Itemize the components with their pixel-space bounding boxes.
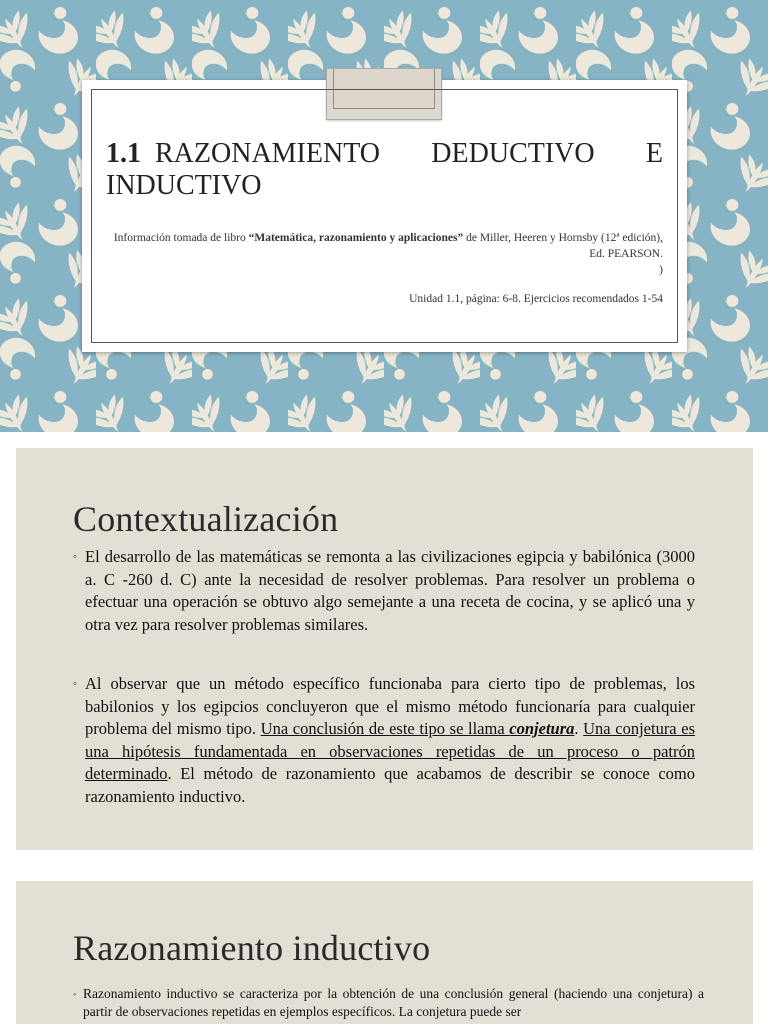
paragraph-history-text: El desarrollo de las matemáticas se remonta a las civilizaciones egipcia y babilónica (3000 a. C -260 d. C) ante la necesidad de resolver problemas. Para resolver un problema o efectuar una operación se obtuvo algo semejante a una receta de cocina, y se aplicó una y otra vez para resolver problemas similares.: [85, 547, 695, 634]
term-conjetura: conjetura: [509, 719, 575, 738]
title-card: [82, 80, 687, 352]
paragraph-inductive-text: Razonamiento inductivo se caracteriza por la obtención de una conclusión general (haciendo una conjetura) a partir de observaciones repetidas en ejemplos específicos. La conjetura puede ser: [83, 986, 704, 1019]
title-words: RAZONAMIENTO DEDUCTIVO E INDUCTIVO: [106, 138, 663, 201]
underlined-definition: Una conjetura es una hipótesis fundamentada en observaciones repetidas de un proceso o patrón determinado: [85, 719, 696, 783]
source-info-close: ): [659, 264, 663, 276]
source-info-prefix: Información tomada de libro: [113, 232, 249, 244]
bullet-icon: ◦: [73, 678, 77, 690]
title-number: 1.1: [106, 138, 141, 169]
source-book-title: “Matemática, razonamiento y aplicaciones”: [248, 232, 464, 244]
title-card-border: [91, 89, 678, 343]
paragraph-conjecture-text: Al observar que un método específico funcionaba para cierto tipo de problemas, los babilonios y los egipcios concluyeron que el mismo método funcionaría para cualquier problema del mismo tipo.: [85, 674, 695, 738]
paragraph-inductive: [73, 985, 704, 1021]
slide-title: [106, 138, 663, 202]
context-slide: [16, 448, 753, 850]
title-slide: [0, 0, 768, 432]
inductive-slide: [16, 881, 753, 1024]
underlined-text: Una conclusión de este tipo se llama: [260, 719, 510, 738]
paragraph-history: [73, 546, 695, 636]
bullet-icon: ◦: [73, 551, 77, 563]
slide-heading: Razonamiento inductivo: [73, 928, 431, 968]
paragraph-conjecture: [73, 673, 695, 808]
slide-heading: Contextualización: [73, 499, 339, 539]
paragraph-conjecture-text: .: [574, 719, 584, 738]
bullet-icon: ◦: [73, 989, 77, 999]
source-info-suffix: de Miller, Heeren y Hornsby (12ª edición), Ed. PEARSON.: [463, 232, 663, 260]
paragraph-conjecture-text: . El método de razonamiento que acabamos de describir se conoce como razonamiento inductivo.: [85, 764, 695, 806]
unit-reference: Unidad 1.1, página: 6-8. Ejercicios recomendados 1-54: [409, 293, 663, 305]
source-info: [106, 230, 663, 278]
